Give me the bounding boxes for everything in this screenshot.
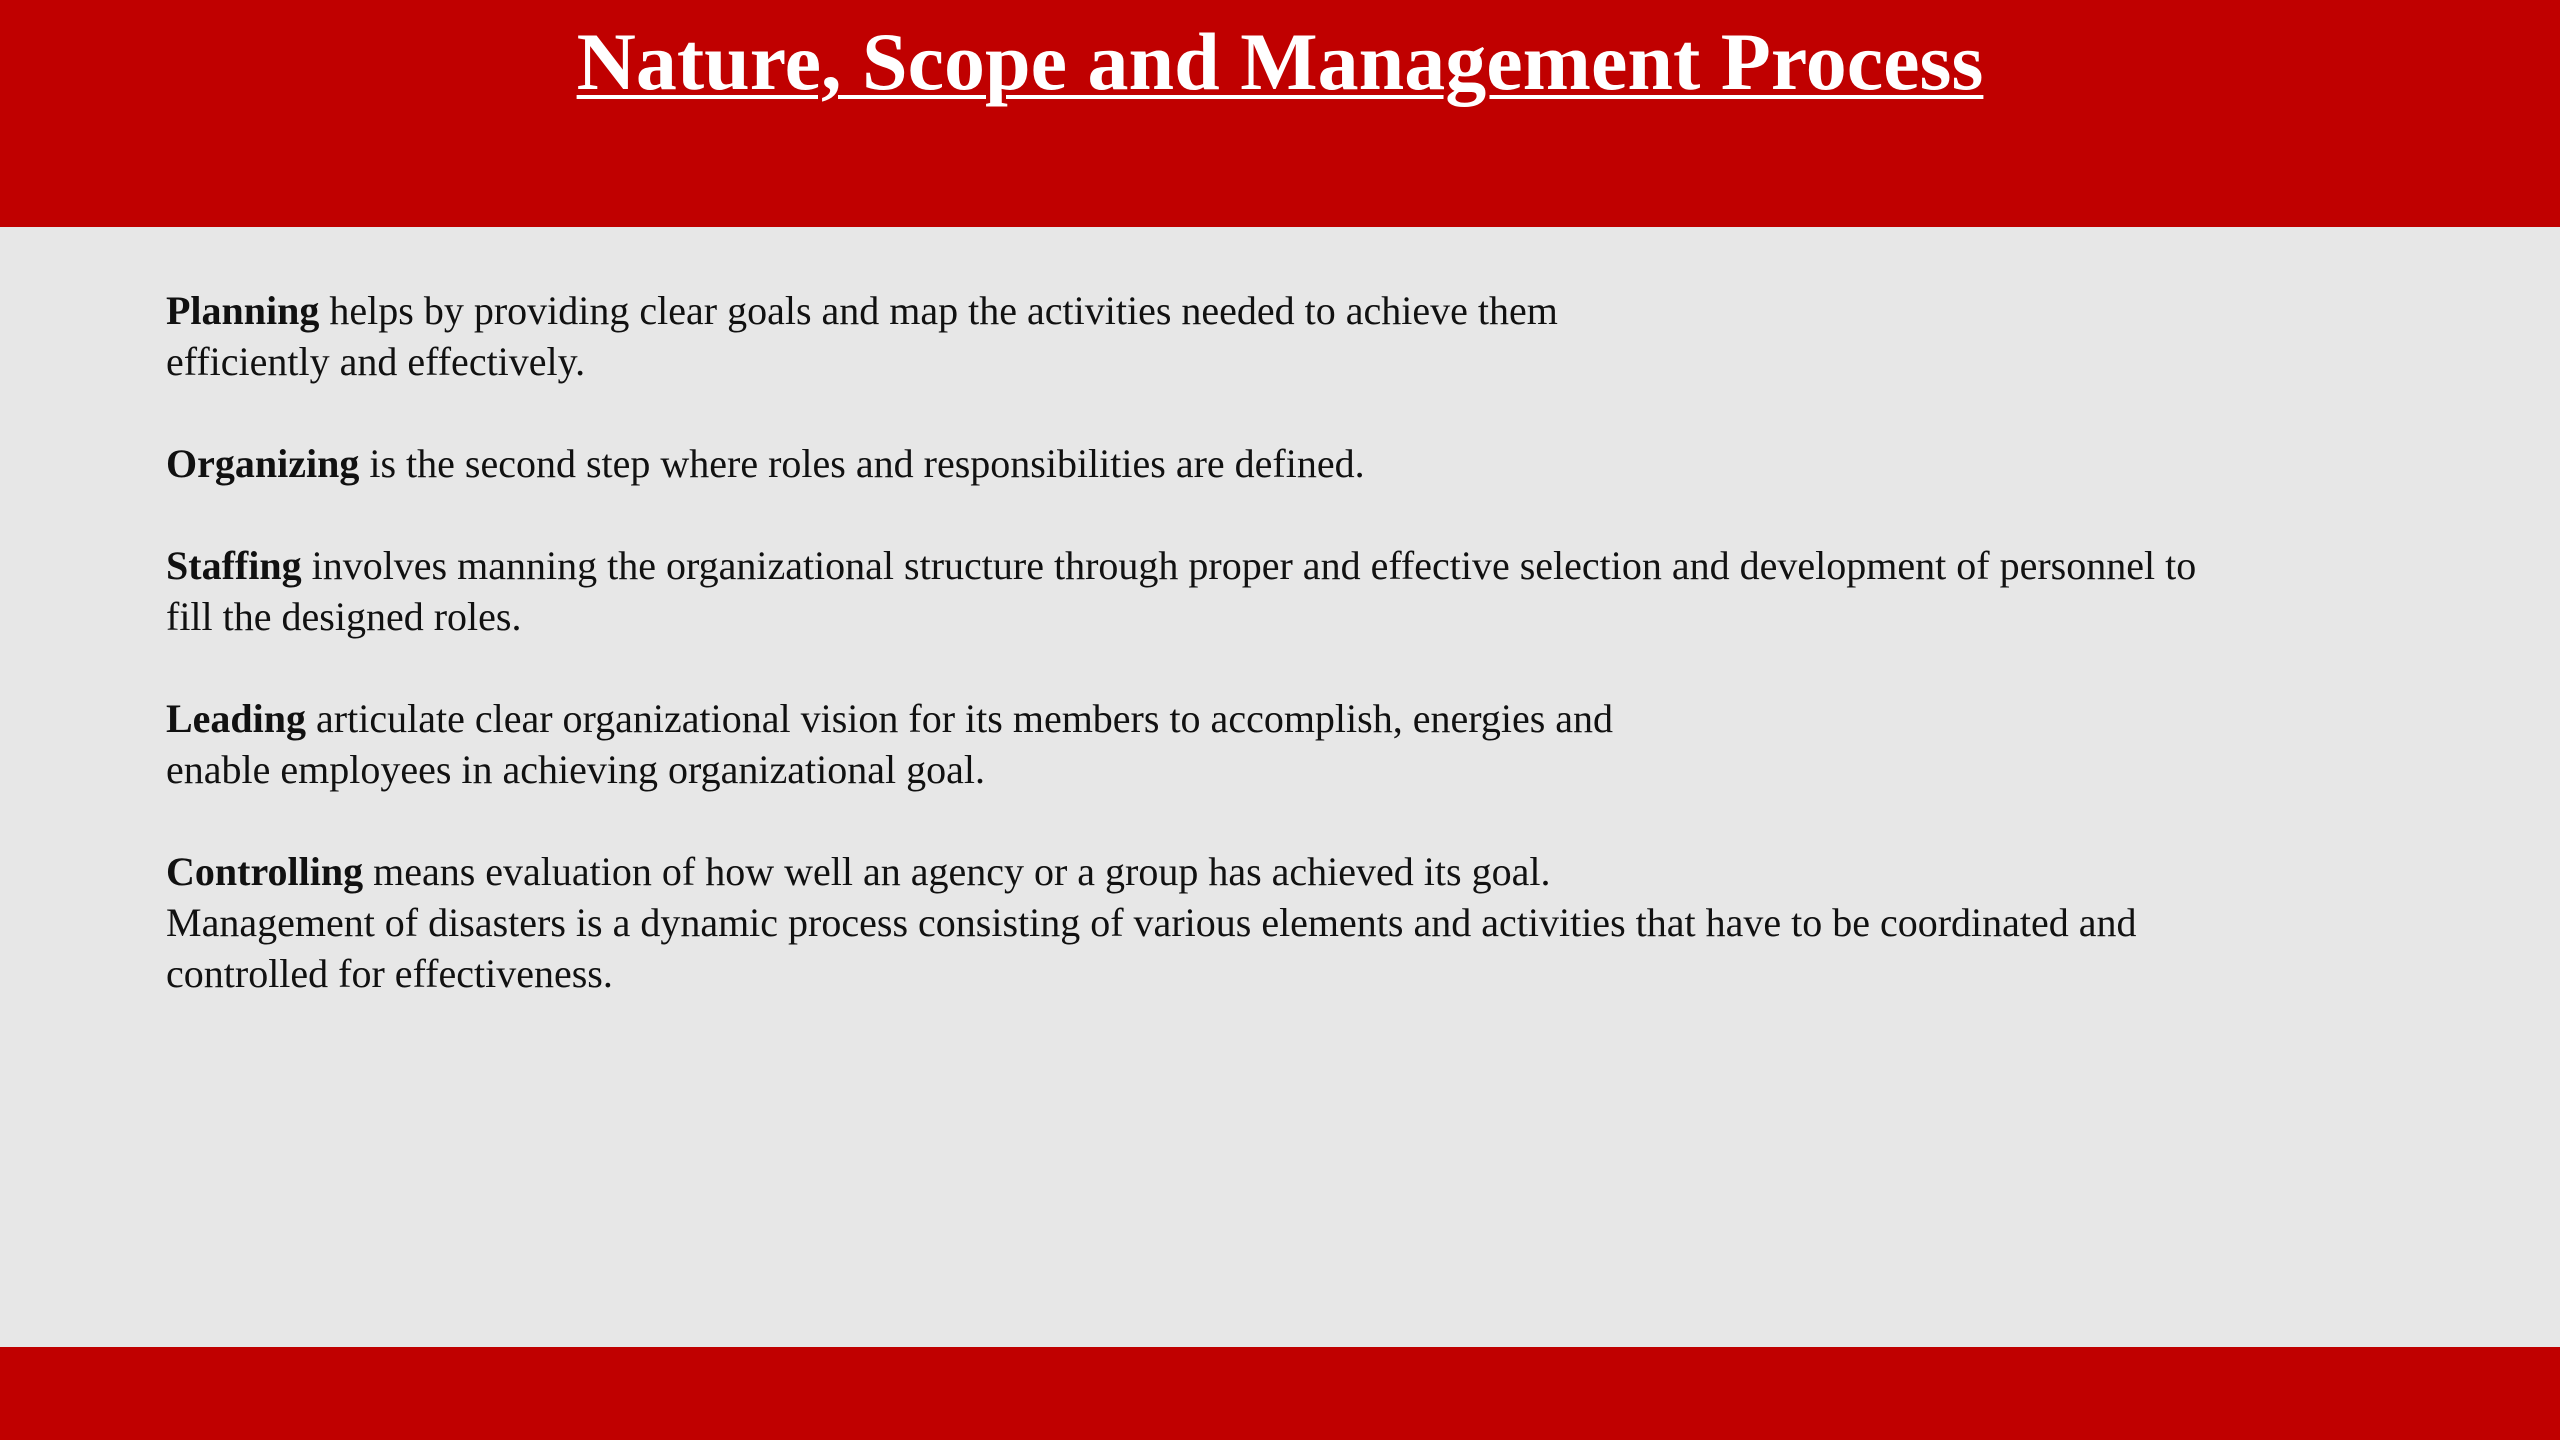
planning-line-2: efficiently and effectively. [166, 339, 586, 384]
staffing-line-1 [166, 540, 2416, 591]
organizing-text-1: is the second step where roles and responsibilities are defined. [359, 441, 1365, 486]
slide-body [166, 285, 2416, 1050]
staffing-text-1: involves manning the organizational structure through proper and effective selection and development of personnel to [301, 543, 2197, 588]
footer-band [0, 1347, 2560, 1440]
controlling-line-2: Management of disasters is a dynamic process consisting of various elements and activities that have to be coordinated and [166, 900, 2137, 945]
staffing-line-2: fill the designed roles. [166, 594, 522, 639]
planning-line-1 [166, 285, 2416, 336]
controlling-line-1 [166, 846, 2416, 897]
organizing-line-1 [166, 438, 2416, 489]
leading-paragraph [166, 693, 2416, 795]
leading-term: Leading [166, 696, 307, 741]
planning-text-1: helps by providing clear goals and map the activities needed to achieve them [319, 288, 1558, 333]
controlling-text-1: means evaluation of how well an agency or a group has achieved its goal. [363, 849, 1551, 894]
controlling-term: Controlling [166, 849, 364, 894]
planning-paragraph [166, 285, 2416, 387]
planning-term: Planning [166, 288, 320, 333]
controlling-line-3: controlled for effectiveness. [166, 951, 613, 996]
organizing-term: Organizing [166, 441, 360, 486]
staffing-term: Staffing [166, 543, 302, 588]
staffing-paragraph [166, 540, 2416, 642]
header-band [0, 0, 2560, 227]
leading-line-1 [166, 693, 2416, 744]
leading-text-1: articulate clear organizational vision for its members to accomplish, energies and [306, 696, 1614, 741]
controlling-paragraph [166, 846, 2416, 999]
leading-line-2: enable employees in achieving organizational goal. [166, 747, 985, 792]
slide-title: Nature, Scope and Management Process [576, 16, 1984, 107]
organizing-paragraph [166, 438, 2416, 489]
